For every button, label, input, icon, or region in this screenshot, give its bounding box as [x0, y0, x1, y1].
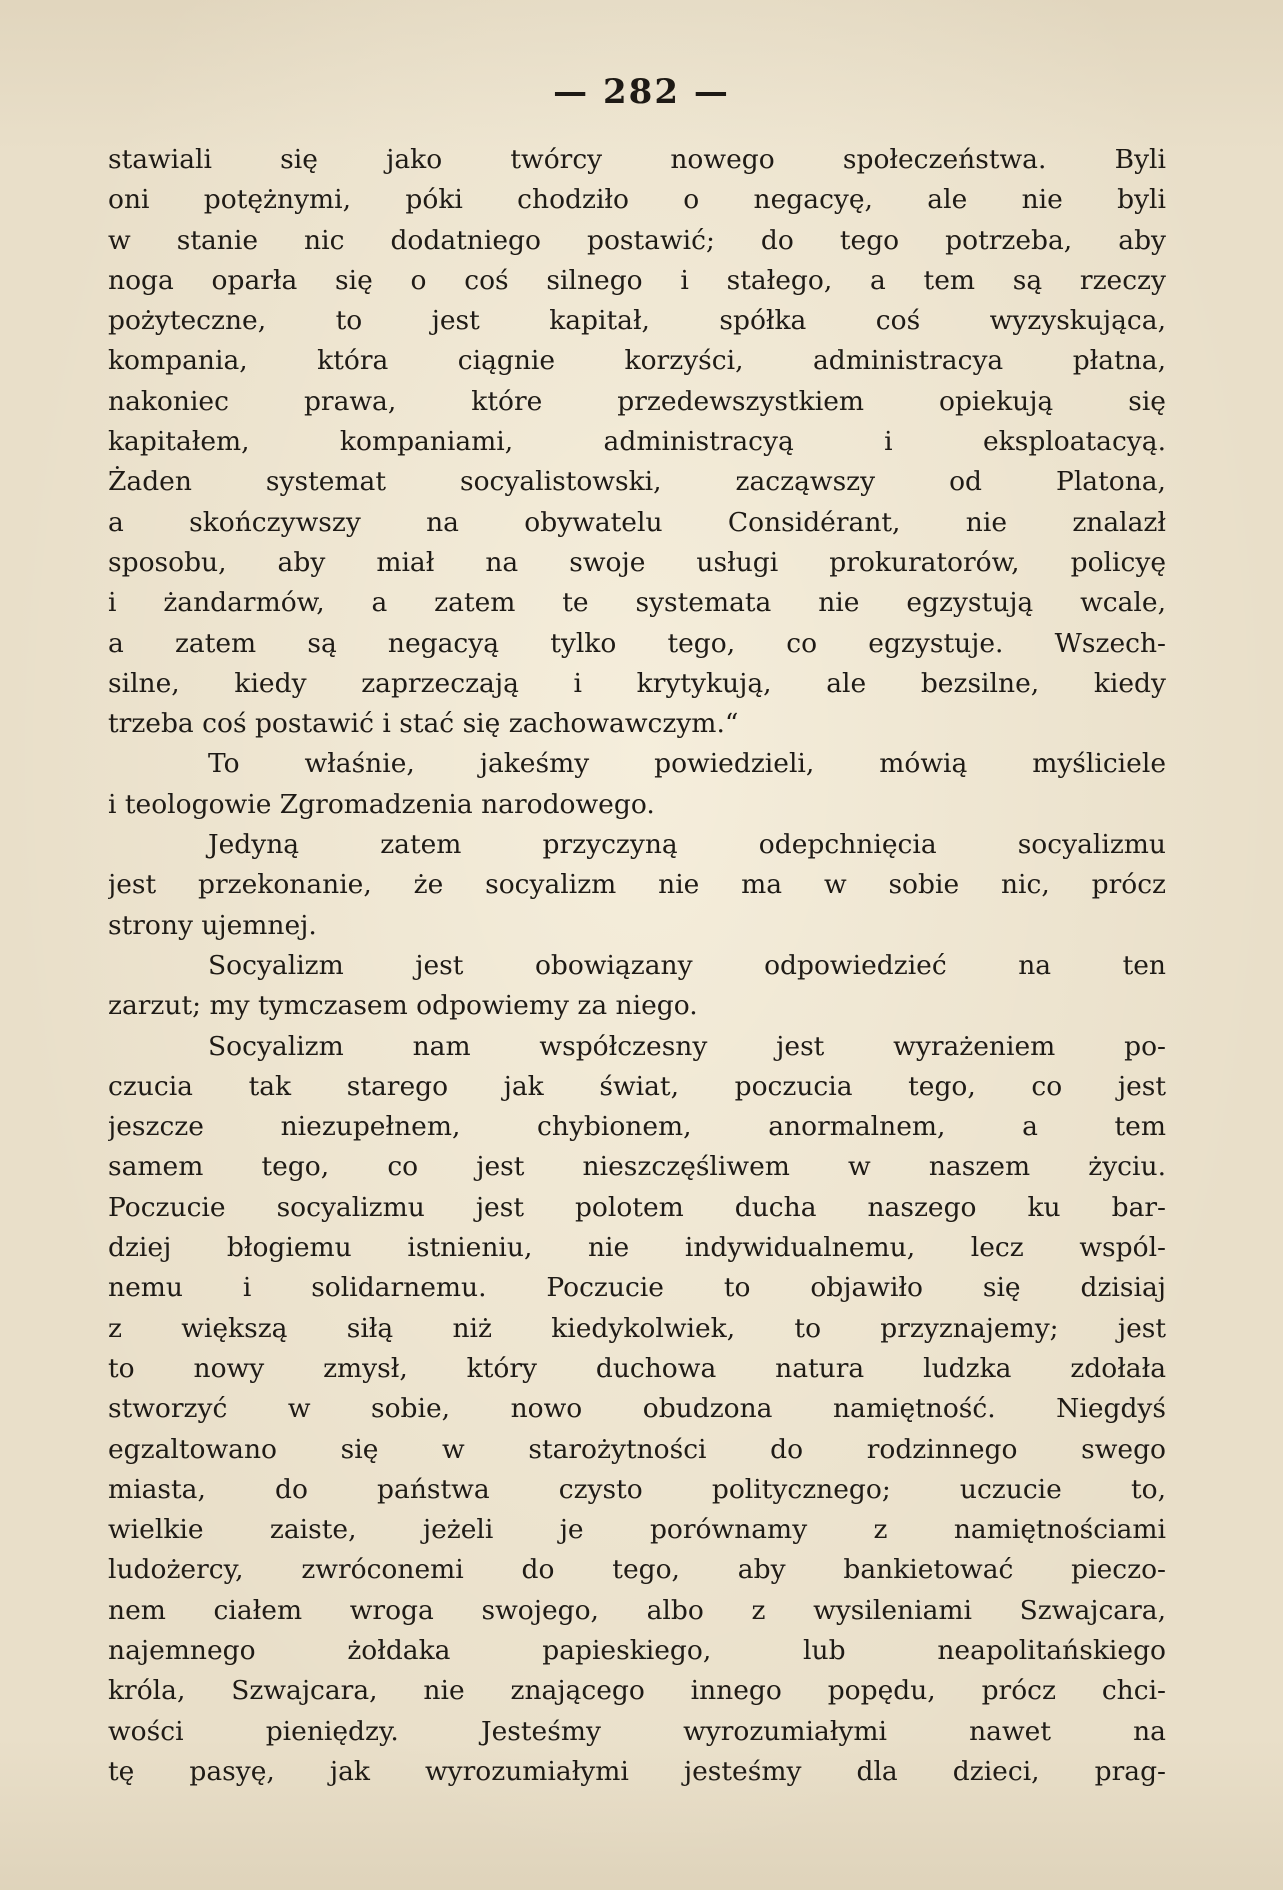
text-line: To właśnie, jakeśmy powiedzieli, mówią myśliciele	[208, 748, 1166, 780]
text-line: egzaltowano się w starożytności do rodzinnego swego	[108, 1433, 1166, 1465]
text-line: sposobu, aby miał na swoje usługi prokuratorów, policyę	[108, 546, 1166, 578]
text-line: zarzut; my tymczasem odpowiemy za niego.	[108, 990, 698, 1022]
body-text	[108, 140, 1166, 1792]
text-line: a zatem są negacyą tylko tego, co egzystuje. Wszech-	[108, 627, 1166, 659]
text-line: nem ciałem wroga swojego, albo z wysileniami Szwajcara,	[108, 1594, 1166, 1626]
text-line: Socyalizm nam współczesny jest wyrażeniem po-	[208, 1030, 1166, 1062]
text-line: stawiali się jako twórcy nowego społeczeństwa. Byli	[108, 144, 1166, 175]
text-line: pożyteczne, to jest kapitał, spółka coś wyzyskująca,	[108, 305, 1166, 337]
text-line: jest przekonanie, że socyalizm nie ma w sobie nic, prócz	[108, 869, 1166, 901]
text-line: i teologowie Zgromadzenia narodowego.	[108, 788, 655, 820]
text-line: samem tego, co jest nieszczęśliwem w naszem życiu.	[108, 1151, 1166, 1183]
text-line: nakoniec prawa, które przedewszystkiem opiekują się	[108, 385, 1166, 417]
text-line: Żaden systemat socyalistowski, zacząwszy od Platona,	[108, 466, 1166, 498]
text-line: króla, Szwajcara, nie znającego innego popędu, prócz chci-	[108, 1675, 1166, 1707]
text-line: Jedyną zatem przyczyną odepchnięcia socyalizmu	[208, 829, 1166, 861]
text-line: silne, kiedy zaprzeczają i krytykują, ale bezsilne, kiedy	[108, 667, 1166, 699]
text-line: noga oparła się o coś silnego i stałego, a tem są rzeczy	[108, 264, 1166, 296]
text-line: dziej błogiemu istnieniu, nie indywidualnemu, lecz wspól-	[108, 1232, 1166, 1264]
text-line: oni potężnymi, póki chodziło o negacyę, ale nie byli	[108, 184, 1166, 216]
text-line: kapitałem, kompaniami, administracyą i eksploatacyą.	[108, 426, 1166, 458]
text-line: najemnego żołdaka papieskiego, lub neapolitańskiego	[108, 1634, 1166, 1666]
text-line: Poczucie socyalizmu jest polotem ducha naszego ku bar-	[108, 1191, 1166, 1223]
text-line: kompania, która ciągnie korzyści, administracya płatna,	[108, 345, 1166, 377]
text-line: strony ujemnej.	[108, 909, 317, 941]
text-line: i żandarmów, a zatem te systemata nie egzystują wcale,	[108, 587, 1166, 619]
page-number: — 282 —	[553, 72, 730, 112]
text-line: to nowy zmysł, który duchowa natura ludzka zdołała	[108, 1352, 1166, 1384]
text-line: tę pasyę, jak wyrozumiałymi jesteśmy dla dzieci, prag-	[108, 1755, 1166, 1787]
text-line: czucia tak starego jak świat, poczucia tego, co jest	[108, 1070, 1166, 1102]
text-line: jeszcze niezupełnem, chybionem, anormalnem, a tem	[108, 1111, 1166, 1143]
text-line: miasta, do państwa czysto politycznego; uczucie to,	[108, 1473, 1166, 1505]
text-line: trzeba coś postawić i stać się zachowawczym.“	[108, 708, 739, 740]
text-line: nemu i solidarnemu. Poczucie to objawiło się dzisiaj	[108, 1272, 1166, 1304]
text-line: w stanie nic dodatniego postawić; do tego potrzeba, aby	[108, 224, 1166, 256]
text-line: ludożercy, zwróconemi do tego, aby bankietować pieczo-	[108, 1554, 1166, 1586]
text-line: a skończywszy na obywatelu Considérant, nie znalazł	[108, 506, 1166, 538]
text-line: wości pieniędzy. Jesteśmy wyrozumiałymi nawet na	[108, 1715, 1166, 1747]
text-line: Socyalizm jest obowiązany odpowiedzieć na ten	[208, 949, 1166, 981]
text-line: stworzyć w sobie, nowo obudzona namiętność. Niegdyś	[108, 1393, 1166, 1425]
text-line: z większą siłą niż kiedykolwiek, to przyznajemy; jest	[108, 1312, 1166, 1344]
text-line: wielkie zaiste, jeżeli je porównamy z namiętnościami	[108, 1514, 1166, 1546]
